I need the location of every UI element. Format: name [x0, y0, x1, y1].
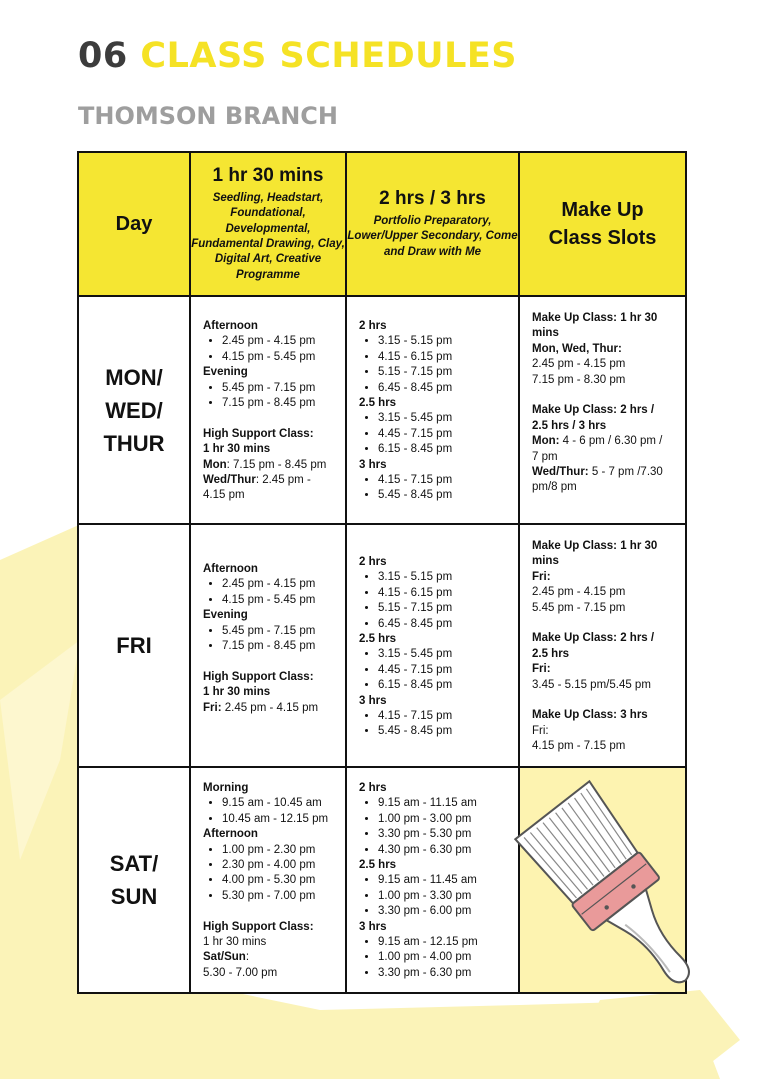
- header-2-3hrs: [346, 152, 519, 296]
- makeup-class-label: Make Up Class: 1 hr 30: [532, 540, 658, 552]
- time-slot: • 6.15 - 8.45 pm: [378, 442, 512, 457]
- time-slot: • 4.45 - 7.15 pm: [378, 663, 512, 678]
- day-label: THUR: [103, 430, 165, 456]
- time-slot: • 4.15 - 7.15 pm: [378, 709, 512, 724]
- time-slot: • 4.30 pm - 6.30 pm: [378, 843, 512, 858]
- slot-list: [359, 935, 512, 981]
- time-slot: • 4.45 - 7.15 pm: [378, 427, 512, 442]
- high-support-duration: 1 hr 30 mins: [203, 936, 267, 949]
- time-slot: • 7.15 pm - 8.45 pm: [222, 639, 339, 654]
- high-support-duration: 1 hr 30 mins: [203, 443, 271, 456]
- makeup-slots: [519, 296, 686, 524]
- day-label: MON/: [105, 364, 163, 390]
- high-support-slot: [203, 473, 339, 488]
- time-slot: • 5.45 - 8.45 pm: [378, 488, 512, 503]
- high-support-day: Mon: [203, 458, 227, 471]
- slots-90min: [190, 524, 346, 767]
- duration-label: 2 hrs: [359, 320, 387, 332]
- time-slot: • 2.30 pm - 4.00 pm: [222, 858, 339, 873]
- time-slot: • 9.15 am - 12.15 pm: [378, 935, 512, 950]
- row-mon-wed-thur: [78, 296, 686, 524]
- time-slot: • 1.00 pm - 3.00 pm: [378, 812, 512, 827]
- high-support-time: : 2.45 pm -: [255, 474, 311, 487]
- makeup-time: 5 - 7 pm /7.30: [588, 466, 663, 479]
- slot-list: [359, 570, 512, 632]
- header-90min-programmes: Seedling, Headstart, Foundational, Developmental, Fundamental Drawing, Clay, Digital Art, Creative Programme: [191, 192, 345, 281]
- makeup-slot: [532, 434, 679, 449]
- time-slot: • 4.15 pm - 5.45 pm: [222, 593, 339, 608]
- makeup-time: 2.45 pm - 4.15 pm: [532, 358, 626, 371]
- high-support-label: High Support Class:: [203, 670, 314, 683]
- time-slot: • 5.15 - 7.15 pm: [378, 601, 512, 616]
- header-day-label: Day: [115, 212, 153, 235]
- high-support-slot: [203, 950, 339, 965]
- slots-2-3hrs: [346, 296, 519, 524]
- header-2-3hrs-title: 2 hrs / 3 hrs: [379, 188, 486, 210]
- slot-list: [203, 624, 339, 655]
- time-slot: • 9.15 am - 11.15 am: [378, 796, 512, 811]
- makeup-time: 3.45 - 5.15 pm/5.45 pm: [532, 678, 651, 691]
- time-slot: • 5.45 - 8.45 pm: [378, 724, 512, 739]
- branch-subtitle: THOMSON BRANCH: [78, 102, 339, 130]
- header-makeup: [519, 152, 686, 296]
- time-slot: • 4.15 - 7.15 pm: [378, 473, 512, 488]
- high-support-time-cont: 4.15 pm: [203, 489, 245, 502]
- time-slot: • 5.30 pm - 7.00 pm: [222, 889, 339, 904]
- time-slot: • 9.15 am - 11.45 am: [378, 873, 512, 888]
- time-slot: • 3.15 - 5.15 pm: [378, 570, 512, 585]
- time-slot: • 6.45 - 8.45 pm: [378, 381, 512, 396]
- time-slot: • 4.15 pm - 5.45 pm: [222, 350, 339, 365]
- time-slot: • 6.45 - 8.45 pm: [378, 617, 512, 632]
- row-fri: [78, 524, 686, 767]
- slot-list: [203, 796, 339, 827]
- makeup-time: 4.15 pm - 7.15 pm: [532, 740, 626, 753]
- slots-2-3hrs: [346, 767, 519, 993]
- makeup-class-label-cont: mins: [532, 327, 559, 340]
- time-slot: • 3.15 - 5.45 pm: [378, 647, 512, 662]
- slot-list: [359, 873, 512, 919]
- schedule-table: [77, 151, 687, 994]
- makeup-time: 7.15 pm - 8.30 pm: [532, 373, 626, 386]
- slot-list: [203, 381, 339, 412]
- time-slot: • 3.15 - 5.15 pm: [378, 334, 512, 349]
- time-slot: • 4.15 - 6.15 pm: [378, 350, 512, 365]
- makeup-class-label: Make Up Class: 1 hr 30: [532, 312, 658, 324]
- makeup-class-label-cont: 2.5 hrs: [532, 647, 570, 660]
- high-support-label: High Support Class:: [203, 920, 314, 933]
- title-text: CLASS SCHEDULES: [140, 36, 517, 76]
- time-slot: • 1.00 pm - 2.30 pm: [222, 843, 339, 858]
- makeup-day: Mon:: [532, 435, 560, 448]
- time-slot: • 9.15 am - 10.45 am: [222, 796, 339, 811]
- duration-label: 2.5 hrs: [359, 633, 397, 646]
- high-support-day: Wed/Thur: [203, 474, 256, 487]
- time-slot: • 1.00 pm - 4.00 pm: [378, 950, 512, 965]
- day-label: WED/: [105, 397, 163, 423]
- high-support-time: : 7.15 pm - 8.45 pm: [226, 458, 327, 471]
- makeup-class-label-cont: mins: [532, 555, 559, 568]
- header-row: [78, 152, 686, 296]
- makeup-slots: [519, 524, 686, 767]
- makeup-days: Mon, Wed, Thur:: [532, 342, 622, 355]
- high-support-time: 5.30 - 7.00 pm: [203, 966, 278, 979]
- title-number: 06: [78, 36, 128, 76]
- day-label: SAT/: [109, 851, 159, 876]
- slot-list: [359, 334, 512, 396]
- paintbrush-cell: [519, 767, 686, 993]
- time-slot: • 3.30 pm - 6.30 pm: [378, 966, 512, 981]
- makeup-time: 5.45 pm - 7.15 pm: [532, 601, 626, 614]
- high-support-day: Sat/Sun: [203, 951, 246, 964]
- high-support-duration: 1 hr 30 mins: [203, 686, 271, 699]
- day-label: FRI: [116, 633, 152, 658]
- slot-group-label: Evening: [203, 609, 248, 622]
- time-slot: • 5.45 pm - 7.15 pm: [222, 624, 339, 639]
- header-2-3hrs-programmes: Portfolio Preparatory, Lower/Upper Secondary, Come and Draw with Me: [347, 215, 518, 258]
- time-slot: • 7.15 pm - 8.45 pm: [222, 396, 339, 411]
- duration-label: 2.5 hrs: [359, 859, 397, 872]
- slot-group-label: Afternoon: [203, 563, 258, 575]
- duration-label: 2 hrs: [359, 556, 387, 568]
- high-support-label: High Support Class:: [203, 427, 314, 440]
- header-90min-title: 1 hr 30 mins: [212, 165, 324, 187]
- duration-label: 2.5 hrs: [359, 397, 397, 410]
- makeup-class-label-cont: 2.5 hrs / 3 hrs: [532, 419, 607, 432]
- high-support-slot: [203, 701, 339, 716]
- makeup-days: Fri:: [532, 663, 551, 676]
- slot-group-label: Morning: [203, 782, 249, 794]
- slot-list: [203, 577, 339, 608]
- duration-label: 3 hrs: [359, 920, 387, 933]
- paintbrush-icon: [512, 778, 722, 1008]
- duration-label: 3 hrs: [359, 694, 387, 707]
- slots-90min: [190, 767, 346, 993]
- makeup-class-label: Make Up Class: 2 hrs /: [532, 404, 655, 417]
- header-makeup-line2: Class Slots: [548, 227, 657, 249]
- time-slot: • 5.45 pm - 7.15 pm: [222, 381, 339, 396]
- time-slot: • 4.15 - 6.15 pm: [378, 586, 512, 601]
- row-sat-sun: [78, 767, 686, 993]
- time-slot: • 10.45 am - 12.15 pm: [222, 812, 339, 827]
- header-day: [78, 152, 190, 296]
- makeup-class-label: Make Up Class: 3 hrs: [532, 709, 648, 722]
- makeup-time: 2.45 pm - 4.15 pm: [532, 586, 626, 599]
- time-slot: • 3.30 pm - 5.30 pm: [378, 827, 512, 842]
- slot-list: [359, 647, 512, 693]
- makeup-days: Fri:: [532, 724, 549, 737]
- makeup-day: Wed/Thur:: [532, 466, 589, 479]
- header-makeup-line1: Make Up: [561, 199, 644, 221]
- day-cell: [78, 524, 190, 767]
- header-90min: [190, 152, 346, 296]
- time-slot: • 6.15 - 8.45 pm: [378, 678, 512, 693]
- makeup-time-cont: pm/8 pm: [532, 481, 577, 494]
- day-cell: [78, 767, 190, 993]
- slot-list: [359, 709, 512, 740]
- duration-label: 3 hrs: [359, 458, 387, 471]
- makeup-days: Fri:: [532, 570, 551, 583]
- slot-list: [359, 796, 512, 858]
- slot-group-label: Afternoon: [203, 320, 258, 332]
- day-cell: [78, 296, 190, 524]
- slot-list: [203, 334, 339, 365]
- slot-list: [359, 473, 512, 504]
- high-support-time: 2.45 pm - 4.15 pm: [221, 701, 319, 714]
- day-label: SUN: [110, 884, 158, 909]
- time-slot: • 1.00 pm - 3.30 pm: [378, 889, 512, 904]
- makeup-time: 4 - 6 pm / 6.30 pm /: [559, 435, 663, 448]
- high-support-day: Fri:: [203, 701, 222, 714]
- slots-2-3hrs: [346, 524, 519, 767]
- slots-90min: [190, 296, 346, 524]
- high-support-day-suffix: :: [245, 951, 250, 964]
- high-support-slot: [203, 458, 339, 473]
- makeup-class-label: Make Up Class: 2 hrs /: [532, 632, 655, 645]
- makeup-slot: [532, 465, 679, 480]
- slot-group-label: Afternoon: [203, 828, 258, 841]
- time-slot: • 4.00 pm - 5.30 pm: [222, 873, 339, 888]
- time-slot: • 2.45 pm - 4.15 pm: [222, 334, 339, 349]
- makeup-time-cont: 7 pm: [532, 450, 558, 463]
- slot-list: [203, 843, 339, 905]
- time-slot: • 3.30 pm - 6.00 pm: [378, 904, 512, 919]
- duration-label: 2 hrs: [359, 782, 387, 794]
- page-title: [78, 36, 517, 76]
- time-slot: • 3.15 - 5.45 pm: [378, 411, 512, 426]
- time-slot: • 5.15 - 7.15 pm: [378, 365, 512, 380]
- slot-group-label: Evening: [203, 366, 248, 379]
- slot-list: [359, 411, 512, 457]
- time-slot: • 2.45 pm - 4.15 pm: [222, 577, 339, 592]
